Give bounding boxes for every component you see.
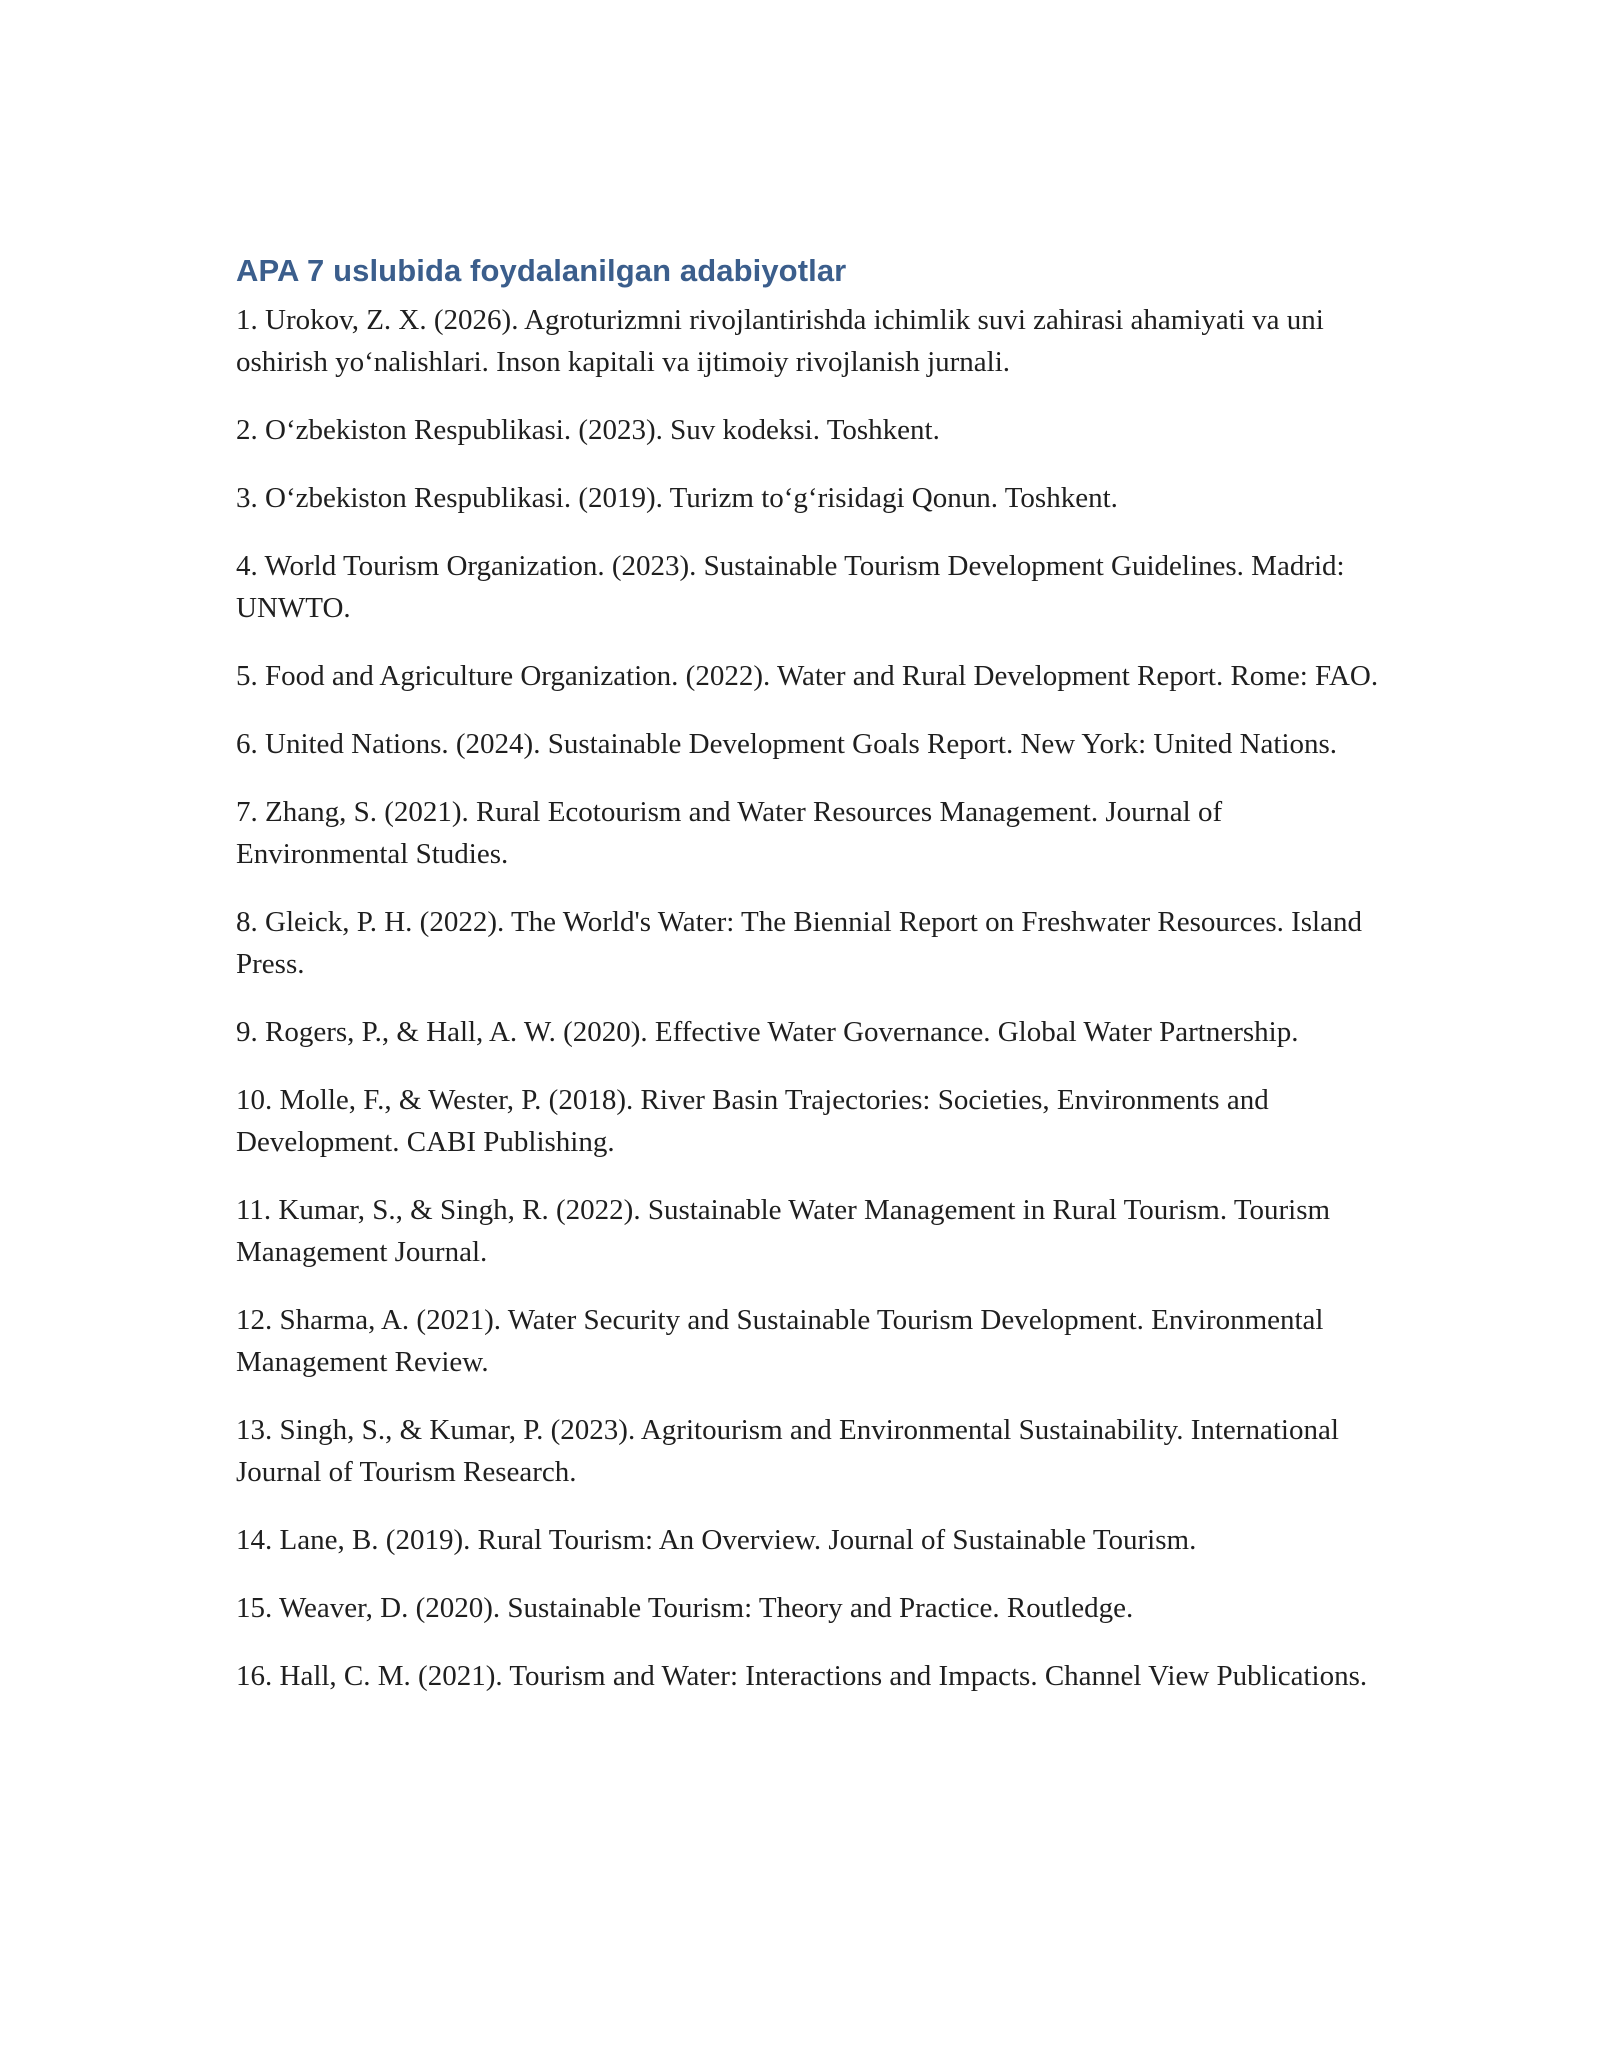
page-content	[236, 251, 1386, 1723]
reference-item-1: 1. Urokov, Z. X. (2026). Agroturizmni rivojlantirishda ichimlik suvi zahirasi ahamiyati va uni oshirish yo‘nalishlari. Inson kapitali va ijtimoiy rivojlanish jurnali.	[236, 304, 1324, 378]
reference-item-2: 2. O‘zbekiston Respublikasi. (2023). Suv kodeksi. Toshkent.	[236, 414, 940, 446]
reference-item-4: 4. World Tourism Organization. (2023). Sustainable Tourism Development Guidelines. Madrid: UNWTO.	[236, 550, 1345, 624]
reference-list	[236, 299, 1386, 1697]
reference-item-13: 13. Singh, S., & Kumar, P. (2023). Agritourism and Environmental Sustainability. International Journal of Tourism Research.	[236, 1414, 1339, 1488]
references-heading: APA 7 uslubida foydalanilgan adabiyotlar	[236, 253, 847, 288]
reference-item-11: 11. Kumar, S., & Singh, R. (2022). Sustainable Water Management in Rural Tourism. Tourism Management Journal.	[236, 1194, 1331, 1268]
reference-item-10: 10. Molle, F., & Wester, P. (2018). River Basin Trajectories: Societies, Environments and Development. CABI Publishing.	[236, 1084, 1269, 1158]
reference-item-9: 9. Rogers, P., & Hall, A. W. (2020). Effective Water Governance. Global Water Partnership.	[236, 1016, 1299, 1048]
reference-item-3: 3. O‘zbekiston Respublikasi. (2019). Turizm to‘g‘risidagi Qonun. Toshkent.	[236, 482, 1118, 514]
reference-item-7: 7. Zhang, S. (2021). Rural Ecotourism and Water Resources Management. Journal of Environmental Studies.	[236, 796, 1223, 870]
reference-item-5: 5. Food and Agriculture Organization. (2022). Water and Rural Development Report. Rome: FAO.	[236, 660, 1379, 692]
reference-item-15: 15. Weaver, D. (2020). Sustainable Tourism: Theory and Practice. Routledge.	[236, 1592, 1134, 1624]
reference-item-14: 14. Lane, B. (2019). Rural Tourism: An Overview. Journal of Sustainable Tourism.	[236, 1524, 1197, 1556]
reference-item-6: 6. United Nations. (2024). Sustainable Development Goals Report. New York: United Nations.	[236, 728, 1338, 760]
reference-item-8: 8. Gleick, P. H. (2022). The World's Water: The Biennial Report on Freshwater Resources. Island Press.	[236, 906, 1362, 980]
reference-item-12: 12. Sharma, A. (2021). Water Security and Sustainable Tourism Development. Environmental Management Review.	[236, 1304, 1324, 1378]
reference-item-16: 16. Hall, C. M. (2021). Tourism and Water: Interactions and Impacts. Channel View Publications.	[236, 1660, 1368, 1692]
